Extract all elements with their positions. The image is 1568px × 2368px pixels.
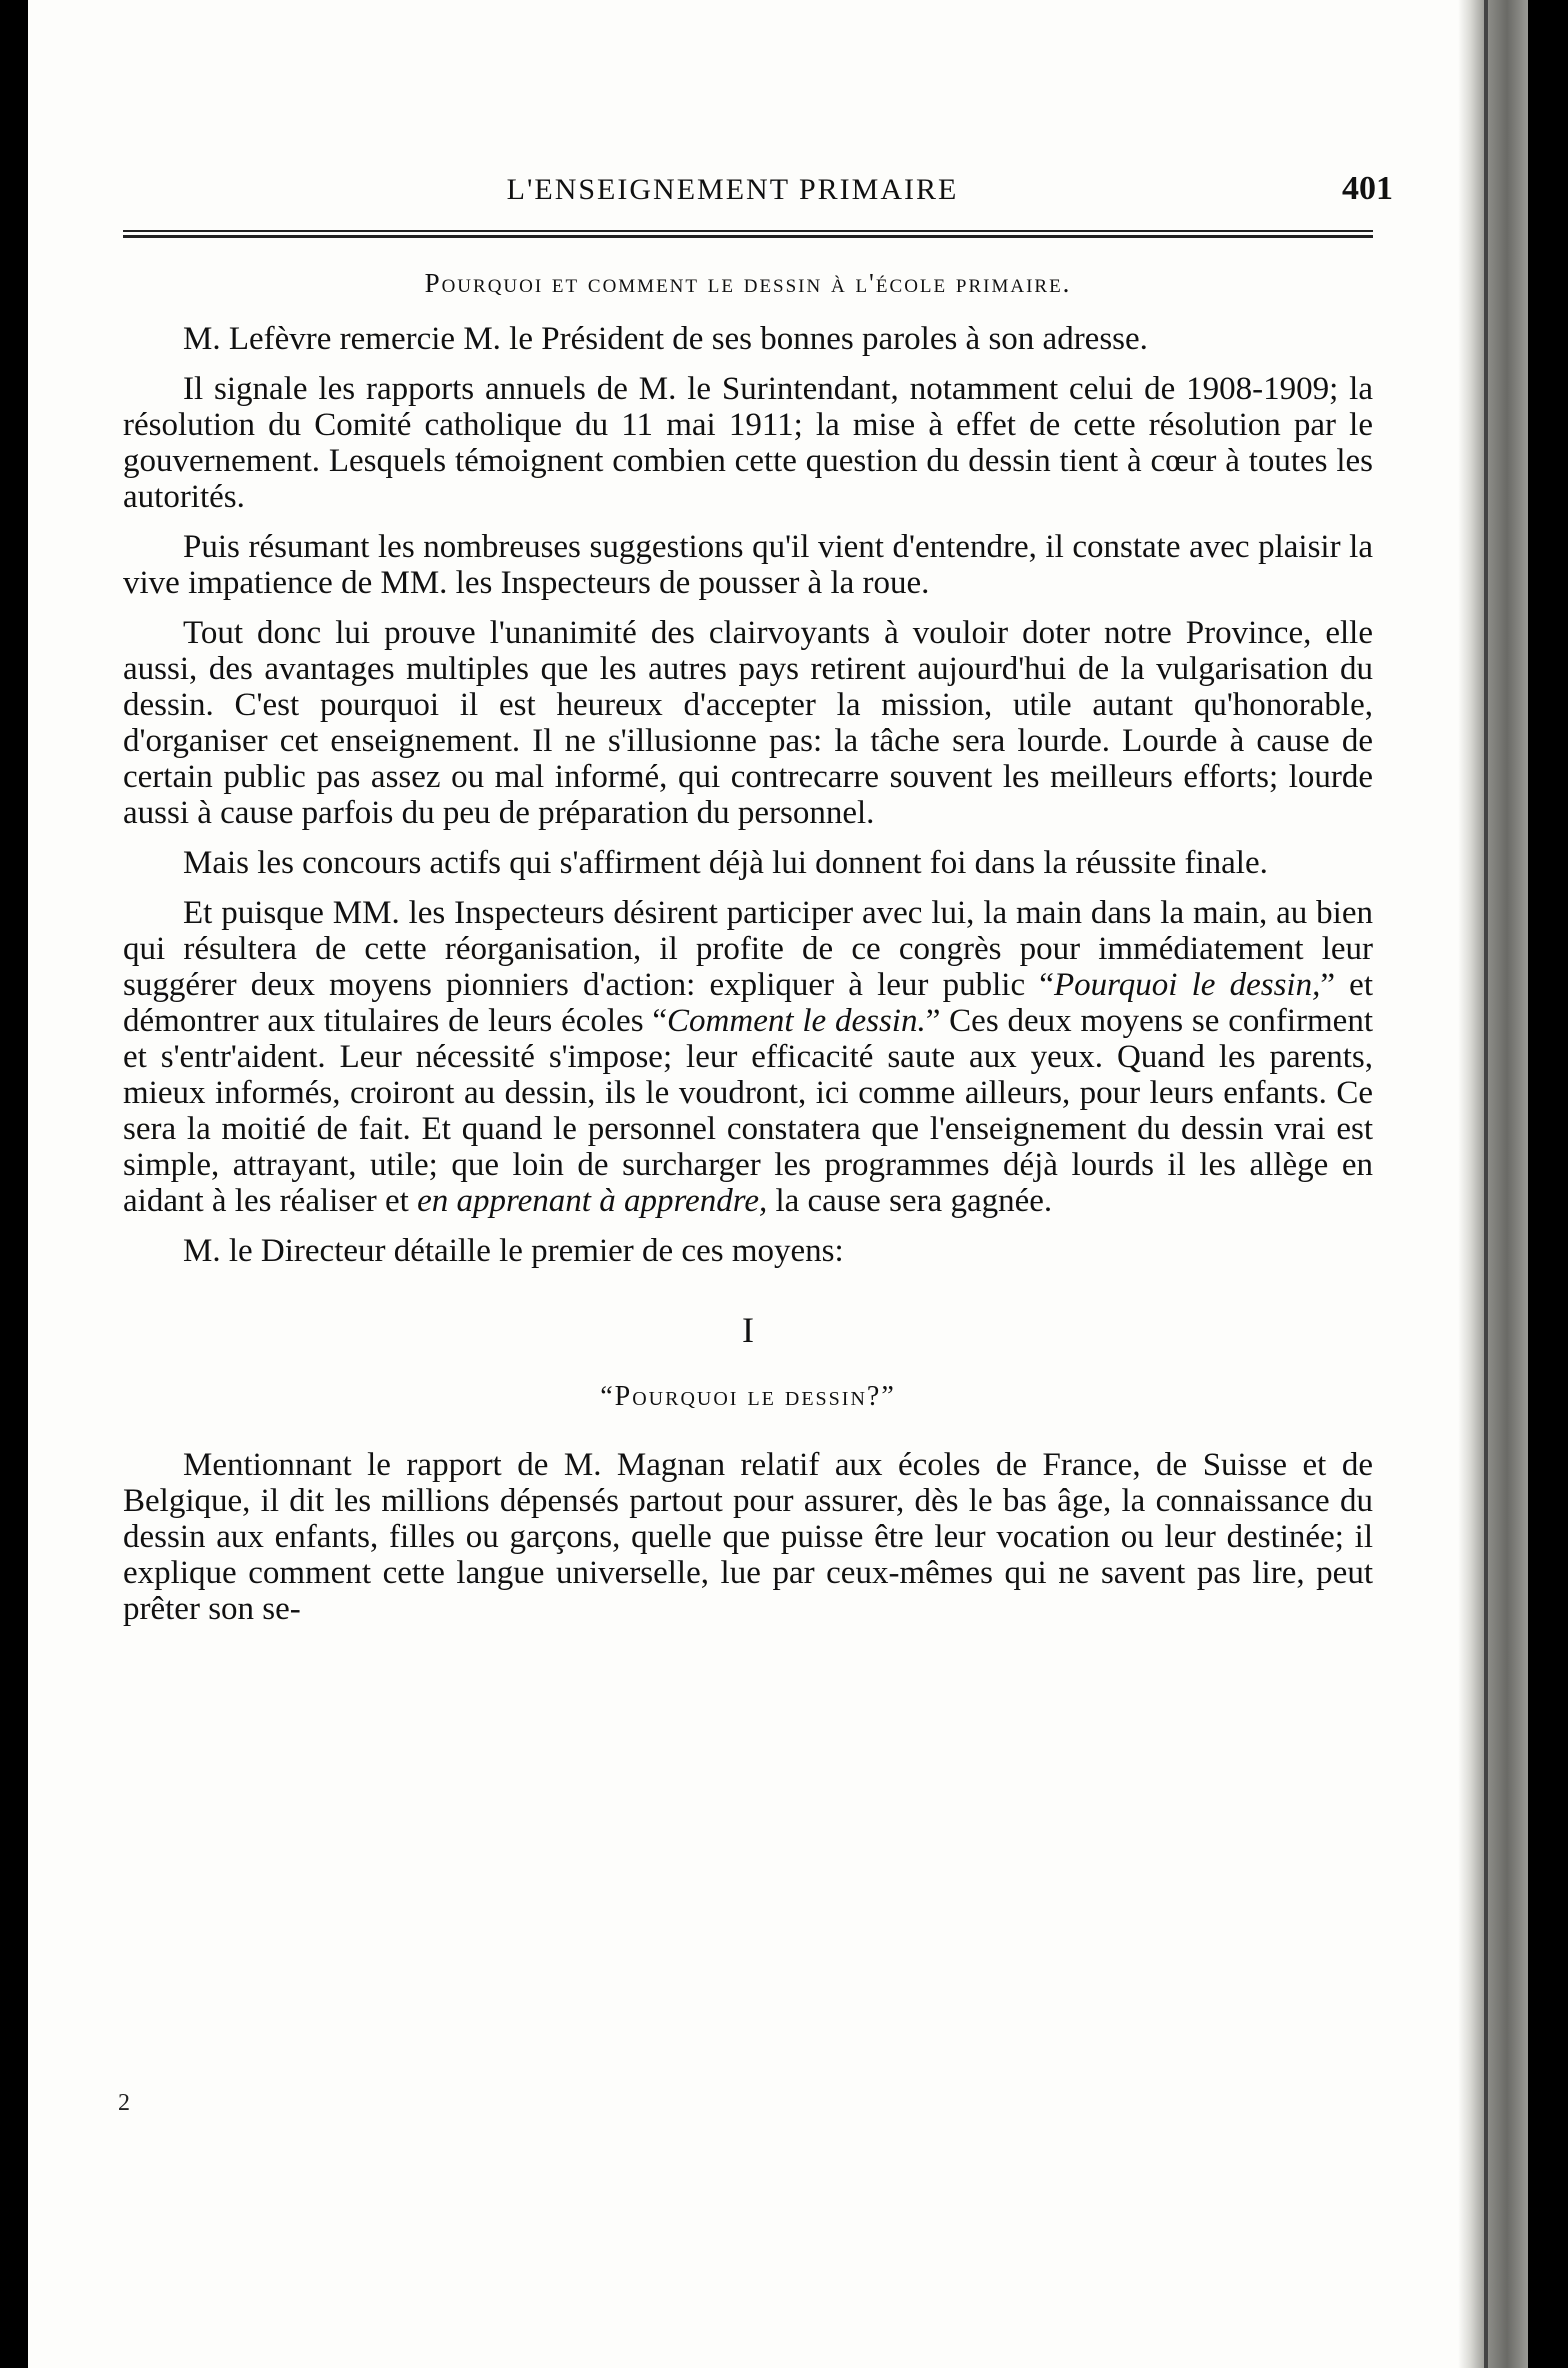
running-title: L'ENSEIGNEMENT PRIMAIRE [506, 173, 959, 206]
paragraph-text: la cause sera gagnée. [767, 1183, 1053, 1219]
italic-phrase: Comment le dessin. [667, 1003, 926, 1039]
page-binding-shadow [1458, 0, 1528, 2368]
paragraph: M. le Directeur détaille le premier de ces moyens: [183, 1233, 844, 1269]
paragraph: Mentionnant le rapport de M. Magnan relatif aux écoles de France, de Suisse et de Belgique, il dit les millions dépensés partout pour assurer, dès le bas âge, la connaissance du dessin aux enfants, filles ou garçons, quelle que puisse être leur vocation ou leur destinée; il explique comment cette langue universelle, lue par ceux-mêmes qui ne savent pas lire, peut prêter son se- [123, 1447, 1373, 1627]
running-head [123, 170, 1393, 208]
signature-mark: 2 [118, 2090, 130, 2116]
paragraph: M. Lefèvre remercie M. le Président de ses bonnes paroles à son adresse. [183, 321, 1148, 357]
paragraph: Il signale les rapports annuels de M. le Surintendant, notamment celui de 1908-1909; la résolution du Comité catholique du 11 mai 1911; la mise à effet de cette résolution par le gouvernement. Lesquels témoignent combien cette question du dessin tient à cœur à toutes les autorités. [123, 371, 1373, 515]
header-rule-thin [123, 230, 1373, 232]
header-rule-thick [123, 235, 1373, 238]
page-number: 401 [1342, 170, 1393, 207]
italic-phrase: en apprenant à apprendre, [417, 1183, 768, 1219]
page-content [123, 170, 1393, 1641]
paragraph-text: Et puisque MM. les Inspecteurs désirent participer avec lui, la main dans la main, au bien qui résultera de cette réorganisation, il profite de ce congrès pour immédiatement leur suggérer deux moyens pionniers d'action: expliquer à leur public “ [123, 895, 1373, 1003]
italic-phrase: Pourquoi le dessin, [1053, 967, 1321, 1003]
paragraph: Tout donc lui prouve l'unanimité des clairvoyants à vouloir doter notre Province, elle aussi, des avantages multiples que les autres pays retirent aujourd'hui de la vulgarisation du dessin. C'est pourquoi il est heureux d'accepter la mission, utile autant qu'honorable, d'organiser cet enseignement. Il ne s'illusionne pas: la tâche sera lourde. Lourde à cause de certain public pas assez ou mal informé, qui contrecarre souvent les meilleurs efforts; lourde aussi à cause parfois du peu de préparation du personnel. [123, 615, 1373, 831]
part-title: “Pourquoi le dessin?” [600, 1381, 896, 1412]
part-numeral: I [742, 1310, 754, 1350]
paragraph: Puis résumant les nombreuses suggestions qu'il vient d'entendre, il constate avec plaisir la vive impatience de MM. les Inspecteurs de pousser à la roue. [123, 529, 1373, 601]
paragraph-text: ” Ces deux moyens se confirment et s'entr'aident. Leur nécessité s'impose; leur efficacité saute aux yeux. Quand les parents, mieux informés, croiront au dessin, ils le voudront, ici comme ailleurs, pour leurs enfants. Ce sera la moitié de fait. Et quand le personnel constatera que l'enseignement du dessin vrai est simple, attrayant, utile; que loin de surcharger les programmes déjà lourds il les allège en aidant à les réaliser et [123, 1003, 1373, 1219]
paragraph-text: ” et démontrer aux titulaires de leurs écoles “ [123, 967, 1374, 1039]
section-heading: Pourquoi et comment le dessin à l'école primaire. [424, 268, 1072, 298]
paragraph-with-italics [123, 895, 1373, 1219]
page-binding-edge [1484, 0, 1488, 2368]
book-page [28, 0, 1528, 2368]
paragraph: Mais les concours actifs qui s'affirment déjà lui donnent foi dans la réussite finale. [183, 845, 1268, 881]
